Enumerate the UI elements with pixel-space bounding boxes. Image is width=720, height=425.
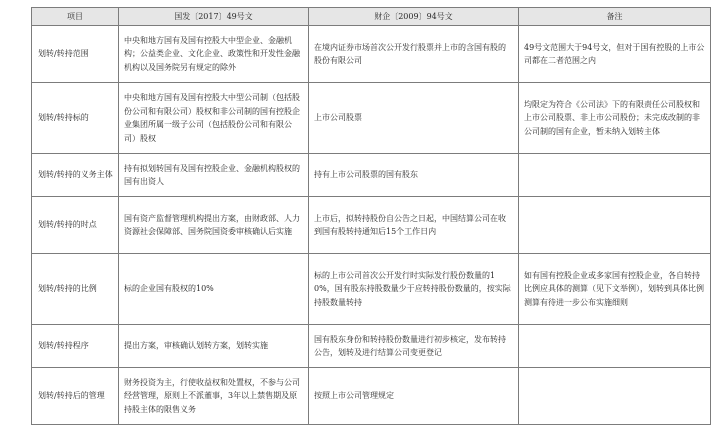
header-gf49: 国发〔2017〕49号文 xyxy=(119,8,309,26)
table-row xyxy=(32,325,711,368)
table-body xyxy=(32,26,711,425)
header-item: 项目 xyxy=(32,8,119,26)
table-row xyxy=(32,154,711,197)
header-row xyxy=(32,8,711,26)
cell-cq94: 上市后，拟转持股份自公告之日起，中国结算公司在收到国有股转持通知后15个工作日内 xyxy=(309,197,519,254)
cell-note: 如有国有控股企业或多家国有控股企业，各自转持比例应具体的测算（见下文举例），划转到具体比例测算有待进一步公布实施细则 xyxy=(519,254,711,325)
cell-note: 49号文范围大于94号文，但对于国有控股的上市公司都在二者范围之内 xyxy=(519,26,711,83)
cell-note: 均限定为符合《公司法》下的有限责任公司股权和上市公司股票、非上市公司股份；未完成改制的非公司制的国有企业，暂未纳入划转主体 xyxy=(519,83,711,154)
cell-cq94: 持有上市公司股票的国有股东 xyxy=(309,154,519,197)
row-label: 划转/转持范围 xyxy=(32,26,119,83)
cell-gf49: 中央和地方国有及国有控股大中型公司制（包括股份公司和有限公司）股权和非公司制的国有控股企业集团所属一级子公司（包括股份公司和有限公司）股权 xyxy=(119,83,309,154)
cell-gf49: 中央和地方国有及国有控股大中型企业、金融机构；公益类企业、文化企业、政策性和开发性金融机构以及国务院另有规定的除外 xyxy=(119,26,309,83)
cell-cq94: 按照上市公司管理规定 xyxy=(309,368,519,425)
row-label: 划转/转持的义务主体 xyxy=(32,154,119,197)
table-row xyxy=(32,368,711,425)
cell-cq94: 上市公司股票 xyxy=(309,83,519,154)
cell-gf49: 标的企业国有股权的10% xyxy=(119,254,309,325)
row-label: 划转/转持程序 xyxy=(32,325,119,368)
table-row xyxy=(32,83,711,154)
cell-cq94: 标的上市公司首次公开发行时实际发行股份数量的10%，国有股东持股数量少于应转持股份数量的，按实际持股数量转持 xyxy=(309,254,519,325)
cell-gf49: 提出方案，审核确认划转方案，划转实施 xyxy=(119,325,309,368)
cell-note xyxy=(519,325,711,368)
cell-note xyxy=(519,197,711,254)
row-label: 划转/转持标的 xyxy=(32,83,119,154)
cell-gf49: 财务投资为主，行使收益权和处置权，不参与公司经营管理，原则上不派董事，3年以上禁售期及原持股主体的限售义务 xyxy=(119,368,309,425)
cell-gf49: 国有资产监督管理机构提出方案，由财政部、人力资源社会保障部、国务院国资委审核确认后实施 xyxy=(119,197,309,254)
table-header xyxy=(32,8,711,26)
comparison-table xyxy=(31,7,711,425)
table-row xyxy=(32,254,711,325)
cell-note xyxy=(519,154,711,197)
header-note: 备注 xyxy=(519,8,711,26)
row-label: 划转/转持的比例 xyxy=(32,254,119,325)
cell-cq94: 在境内证券市场首次公开发行股票并上市的含国有股的股份有限公司 xyxy=(309,26,519,83)
cell-note xyxy=(519,368,711,425)
cell-gf49: 持有拟划转国有及国有控股企业、金融机构股权的国有出资人 xyxy=(119,154,309,197)
comparison-table-container xyxy=(31,7,710,425)
row-label: 划转/转持的时点 xyxy=(32,197,119,254)
table-row xyxy=(32,26,711,83)
table-row xyxy=(32,197,711,254)
cell-cq94: 国有股东身份和转持股份数量进行初步核定，发布转持公告，划转及进行结算公司变更登记 xyxy=(309,325,519,368)
header-cq94: 财企〔2009〕94号文 xyxy=(309,8,519,26)
row-label: 划转/转持后的管理 xyxy=(32,368,119,425)
